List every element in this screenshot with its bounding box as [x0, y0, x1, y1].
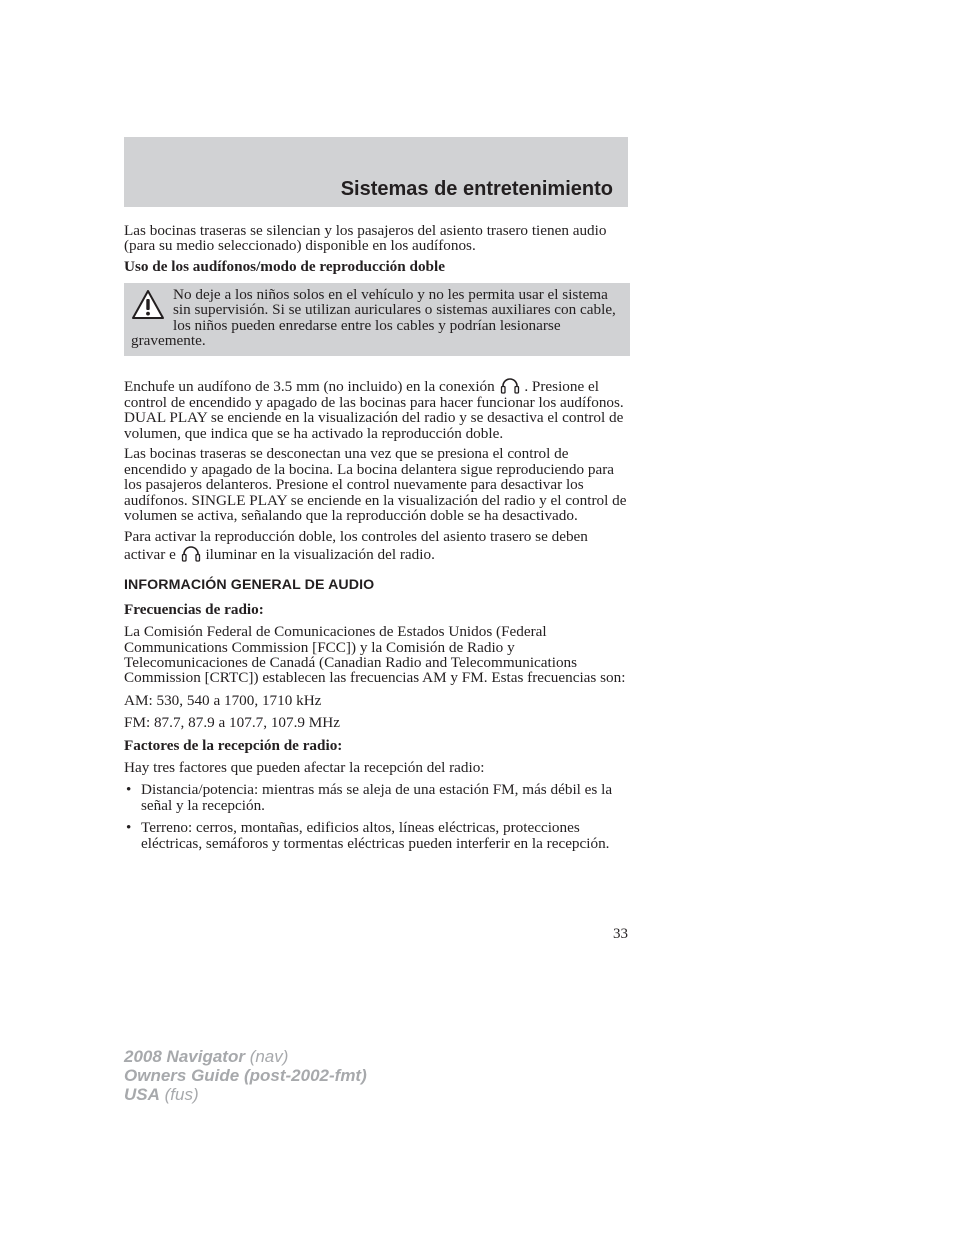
factors-list — [124, 782, 630, 851]
dual-play-paragraph — [124, 529, 630, 563]
headphone-jack-paragraph — [124, 376, 630, 441]
footer-line-1 — [124, 1047, 524, 1066]
frequencies-heading: Frecuencias de radio: — [124, 600, 264, 618]
page-content — [124, 223, 630, 858]
warning-box — [124, 283, 630, 357]
fm-frequencies: FM: 87.7, 87.9 a 107.7, 107.9 MHz — [124, 714, 340, 732]
dual-play-text-before: Para activar la reproducción doble, los controles del asiento trasero se deben activar e — [124, 528, 588, 564]
jack-text-before: Enchufe un audífono de 3.5 mm (no incluido) en la conexión — [124, 378, 495, 396]
jack-text-after: . Presione el control de encendido y apagado de las bocinas para hacer funcionar los audífonos. DUAL PLAY se enciende en la visualización del radio y se desactiva el control de volumen, que indica que se ha activado la reproducción doble. — [124, 378, 624, 442]
section-header — [124, 137, 628, 207]
dual-play-text-after: iluminar en la visualización del radio. — [205, 546, 435, 564]
warning-text: No deje a los niños solos en el vehículo y no les permita usar el sistema sin supervisión. Si se utilizan auriculares o sistemas auxiliares con cable, los niños pueden enredarse entre los cables y podrían lesionarse gravemente. — [131, 285, 616, 349]
footer-model: 2008 Navigator — [124, 1047, 245, 1066]
factors-heading: Factores de la recepción de radio: — [124, 736, 343, 754]
headphones-heading: Uso de los audífonos/modo de reproducción doble — [124, 258, 445, 276]
factors-intro: Hay tres factores que pueden afectar la recepción del radio: — [124, 759, 485, 777]
footer-line-3 — [124, 1085, 524, 1104]
bullet: • — [126, 819, 132, 837]
frequencies-paragraph: La Comisión Federal de Comunicaciones de Estados Unidos (Federal Communications Commission [FCC]) y la Comisión de Radio y Telecomunicaciones de Canadá (Canadian Radio and Telecommunications Commission [CRTC]) establecen las frecuencias AM y FM. Estas frecuencias son: — [124, 623, 626, 687]
factor-text: Distancia/potencia: mientras más se aleja de una estación FM, más débil es la señal y la recepción. — [141, 781, 613, 814]
list-item — [124, 782, 630, 813]
intro-paragraph: Las bocinas traseras se silencian y los pasajeros del asiento trasero tienen audio (para su medio seleccionado) disponible en los audífonos. — [124, 222, 607, 255]
list-item — [124, 820, 630, 851]
footer-market: USA — [124, 1085, 160, 1104]
bullet: • — [126, 781, 132, 799]
section-title: Sistemas de entretenimiento — [340, 178, 613, 200]
audio-info-title: INFORMACIÓN GENERAL DE AUDIO — [124, 576, 375, 593]
am-frequencies: AM: 530, 540 a 1700, 1710 kHz — [124, 691, 322, 709]
footer-guide: Owners Guide (post-2002-fmt) — [124, 1066, 367, 1085]
footer — [124, 1047, 524, 1104]
speaker-control-paragraph: Las bocinas traseras se desconectan una vez que se presiona el control de encendido y apagado de la bocina. La bocina delantera sigue reproduciendo para los pasajeros delanteros. Presione el control nuevamente para desactivar los audífonos. SINGLE PLAY se enciende en la visualización del radio y el control de volumen se activa, señalando que la reproducción doble se ha desactivado. — [124, 445, 627, 525]
headphone-icon — [180, 544, 202, 562]
factor-text: Terreno: cerros, montañas, edificios altos, líneas eléctricas, protecciones eléctricas, semáforos y tormentas eléctricas pueden interferir en la recepción. — [141, 819, 610, 852]
warning-triangle-icon — [131, 289, 165, 321]
footer-line-2 — [124, 1066, 524, 1085]
headphone-icon — [499, 376, 521, 394]
page-number: 33 — [613, 926, 628, 942]
footer-market-code: (fus) — [164, 1085, 199, 1104]
footer-model-code: (nav) — [249, 1047, 289, 1066]
